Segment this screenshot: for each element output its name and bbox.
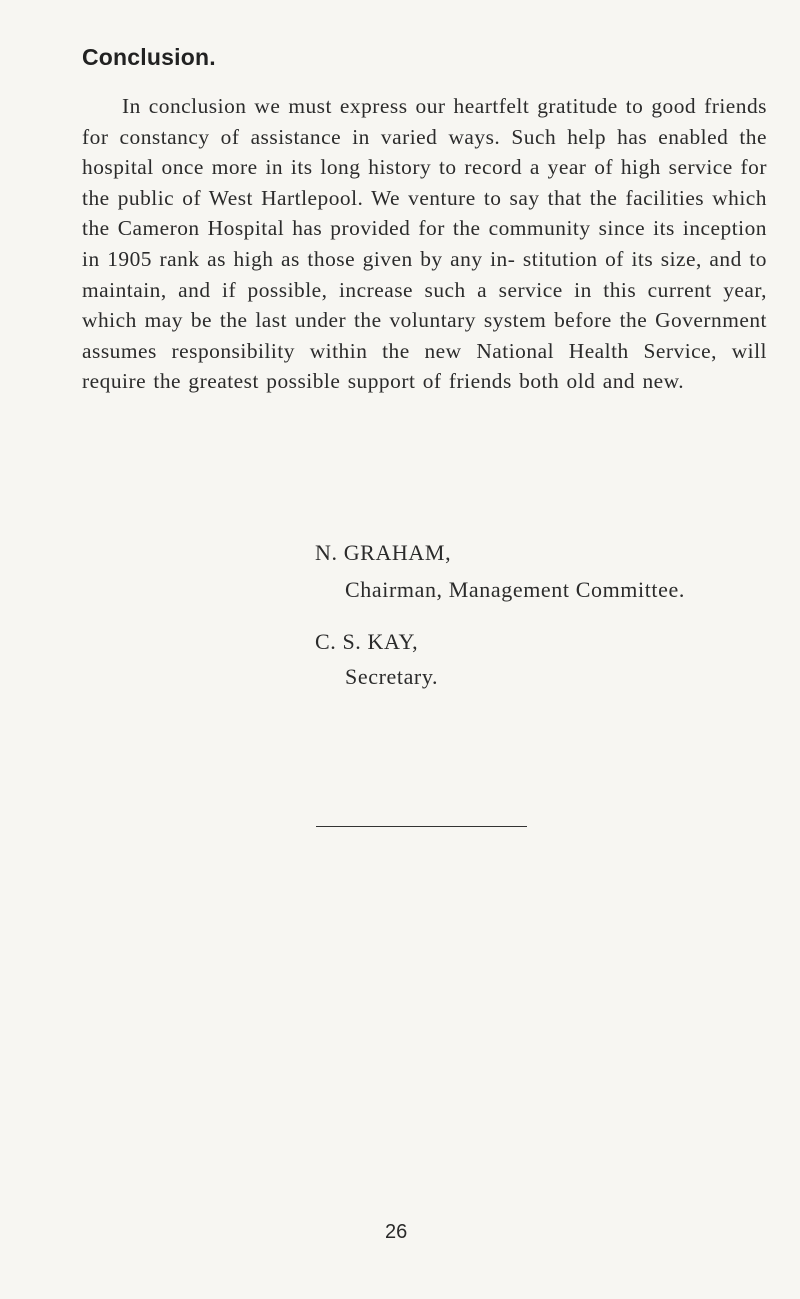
signatory-name-graham: N. GRAHAM, <box>315 540 452 565</box>
signatory-title-chairman: Chairman, Management Committee. <box>345 577 685 602</box>
signatory-title-secretary: Secretary. <box>345 664 439 689</box>
section-heading: Conclusion. <box>82 44 216 70</box>
page-number: 26 <box>385 1221 408 1243</box>
signatory-name-kay: C. S. KAY, <box>315 629 419 654</box>
conclusion-paragraph: In conclusion we must express our heartfelt gratitude to good friends for constancy of assistance in varied ways. Such help has enabled the hospital once more in its long history to record a year of high service for the public of West Hartlepool. We venture to say that the facilities which the Cameron Hospital has provided for the community since its inception in 1905 rank as high as those given by any in- stitution of its size, and to maintain, and if possible, increase such a service in this current year, which may be the last under the voluntary system before the Government assumes responsibility within the new National Health Service, will require the greatest possible support of friends both old and new. <box>82 94 767 394</box>
horizontal-divider <box>316 826 527 827</box>
